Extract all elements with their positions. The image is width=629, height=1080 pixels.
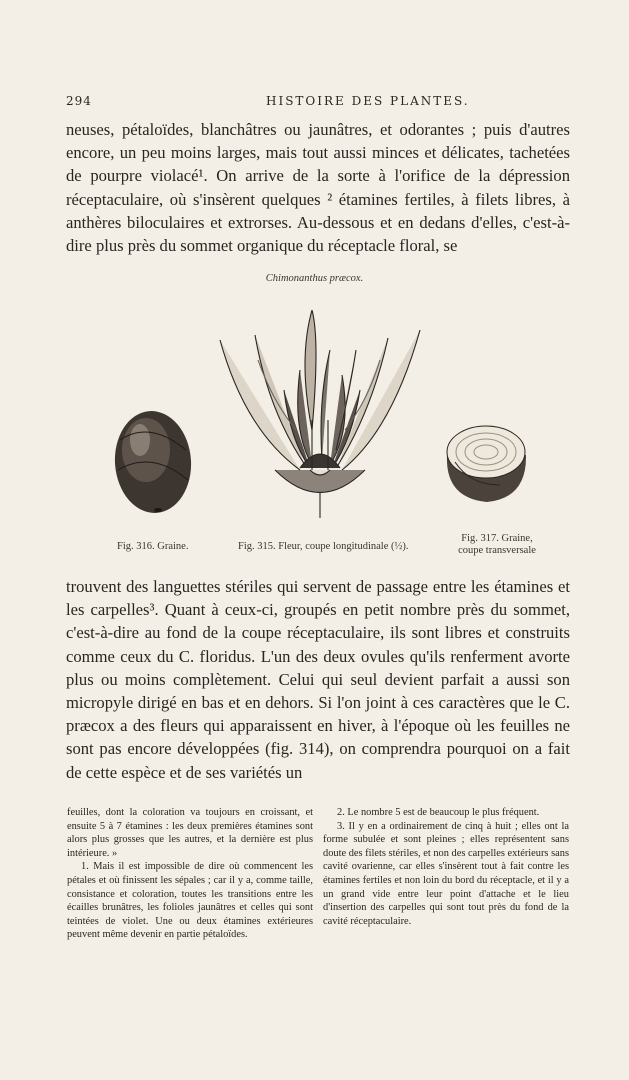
- footnote-2: 2. Le nombre 5 est de beaucoup le plus fréquent.: [337, 807, 540, 818]
- fig-317-caption-line2: coupe transversale: [458, 545, 536, 556]
- body-paragraph-2: [66, 575, 570, 784]
- fig-317-caption-line1: Fig. 317. Graine,: [461, 533, 533, 544]
- footnote-continuation: feuilles, dont la coloration va toujours en croissant, et ensuite 5 à 7 étamines : les deux premières étamines sont alors plus grosses que les autres, et la dernière est plus intérieure. »: [67, 807, 313, 859]
- fig-317-caption: [447, 533, 547, 557]
- footnotes-right-column: [323, 806, 569, 928]
- botanical-figure: [0, 280, 629, 540]
- seed-cross-section-illustration: [447, 426, 526, 502]
- running-title: HISTOIRE DES PLANTES.: [266, 94, 470, 108]
- paragraph-text: neuses, pétaloïdes, blanchâtres ou jaunâtres, et odorantes ; puis d'autres encore, un peu moins larges, mais tout aussi minces et délicates, tachetées de pourpre violacé¹. On arrive de la sorte à l'orifice de la dépression réceptaculaire, où s'insèrent quelques ² étamines fertiles, à filets libres, à anthères biloculaires et extrorses. Au-dessous et en dedans d'elles, c'est-à-dire plus près du sommet organique du réceptacle floral, se: [66, 120, 570, 256]
- running-header: [66, 94, 566, 114]
- seed-illustration: [112, 408, 195, 515]
- fig-316-caption: Fig. 316. Graine.: [117, 541, 189, 552]
- body-paragraph-1: [66, 118, 570, 257]
- footnote-1: 1. Mais il est impossible de dire où commencent les pétales et où finissent les sépales ; car il y a, comme taille, consistance et coloration, toutes les transitions entre les écailles brunâtres, les folioles jaunâtres et celles qui sont teintées de violet. Une ou deux étamines extérieures peuvent même devenir en partie pétaloïdes.: [67, 861, 313, 941]
- fig-315-caption: Fig. 315. Fleur, coupe longitudinale (½).: [238, 541, 409, 552]
- page-number: 294: [66, 94, 92, 108]
- flower-section-illustration: [220, 310, 420, 518]
- figure-title: Chimonanthus præcox.: [265, 273, 364, 284]
- footnotes-left-column: [67, 806, 313, 942]
- footnote-3: 3. Il y en a ordinairement de cinq à huit ; elles ont la forme subulée et sont pleines ; elles représentent sans doute des filets stériles, et non des carpelles extérieurs sans cavité ovarienne, car elles s'insèrent tout à fait contre les étamines fertiles et non loin du bord du réceptacle, et il y a un grand vide entre leur point d'attache et le lieu d'insertion des carpelles qui sont tout près du fond de la cavité réceptaculaire.: [323, 820, 569, 927]
- paragraph-text: trouvent des languettes stériles qui servent de passage entre les étamines et les carpelles³. Quant à ceux-ci, groupés en petit nombre près du sommet, c'est-à-dire au fond de la coupe réceptaculaire, ils sont libres et construits comme ceux du C. floridus. L'un des deux ovules qu'ils renferment avorte plus ou moins complètement. Celui qui seul devient parfait a aussi son micropyle dirigé en bas et en dehors. Si l'on joint à ces caractères que le C. præcox a des fleurs qui apparaissent en hiver, à l'époque où les feuilles ne sont pas encore développées (fig. 314), on comprendra pourquoi on a fait de cette espèce et de ses variétés un: [66, 577, 570, 782]
